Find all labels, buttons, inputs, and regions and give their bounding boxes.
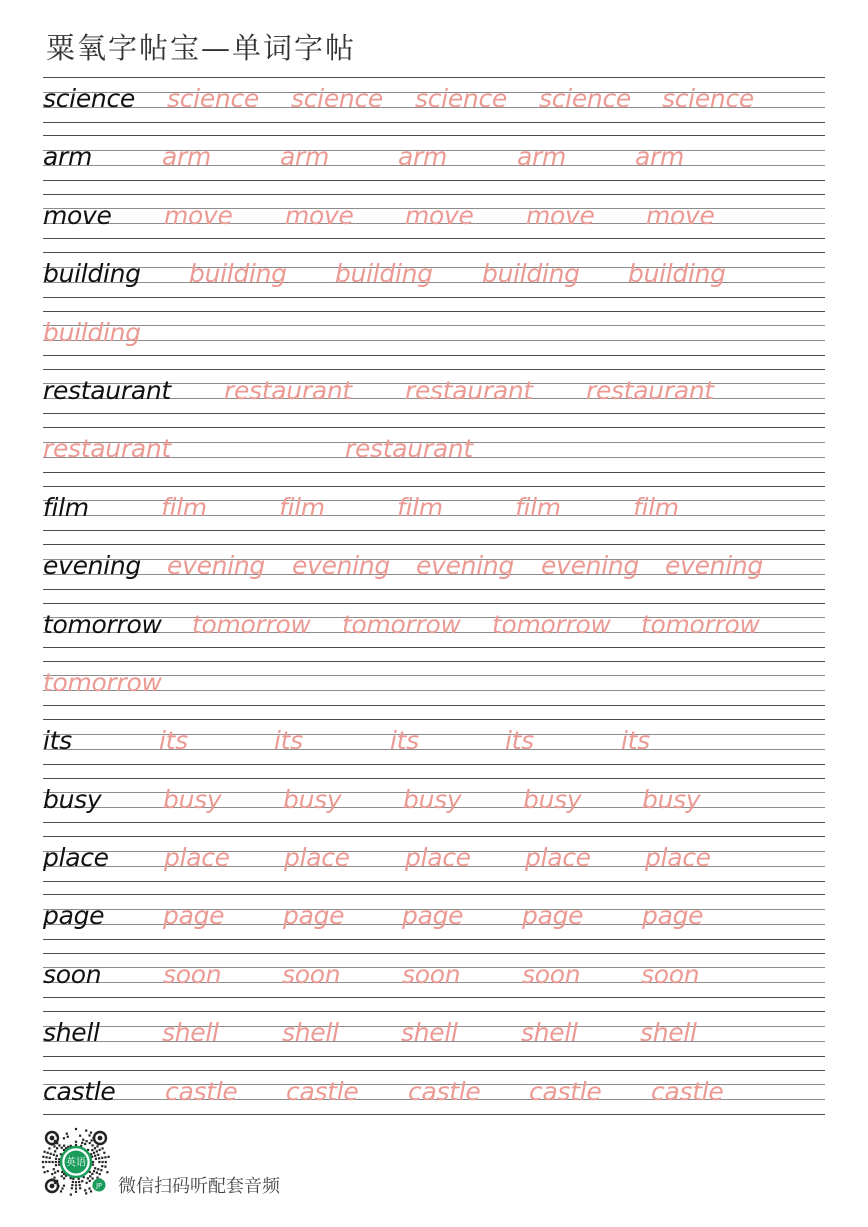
trace-word: shell xyxy=(640,1018,697,1048)
trace-word: evening xyxy=(541,551,639,581)
ruled-line xyxy=(43,705,825,706)
trace-word: evening xyxy=(416,551,514,581)
ruled-line xyxy=(43,369,825,370)
practice-row xyxy=(43,486,825,544)
ruled-line xyxy=(43,530,825,531)
trace-word: its xyxy=(274,726,303,756)
model-word: shell xyxy=(43,1018,100,1048)
audio-caption: 微信扫码听配套音频 xyxy=(118,1176,280,1197)
practice-row xyxy=(43,427,825,485)
trace-word: film xyxy=(279,492,325,522)
model-word: move xyxy=(43,200,112,230)
trace-word: science xyxy=(167,84,259,113)
ruled-line xyxy=(43,1011,825,1012)
ruled-line xyxy=(43,589,825,590)
trace-word: page xyxy=(642,901,704,931)
model-word: science xyxy=(43,84,135,113)
practice-row xyxy=(43,194,825,252)
trace-word: castle xyxy=(529,1076,602,1106)
ruled-line xyxy=(43,77,825,78)
ruled-line xyxy=(43,1114,825,1115)
ruled-line xyxy=(43,719,825,720)
page-title: 粟氧字帖宝—单词字帖 xyxy=(46,31,357,65)
trace-word: place xyxy=(525,843,591,873)
trace-word: arm xyxy=(280,142,330,172)
trace-word: science xyxy=(291,84,383,113)
trace-word: restaurant xyxy=(586,375,714,405)
trace-word: castle xyxy=(651,1076,724,1106)
trace-word: science xyxy=(662,84,754,113)
ruled-line xyxy=(43,325,825,326)
model-word: tomorrow xyxy=(43,609,162,639)
trace-word: building xyxy=(189,259,287,289)
trace-word: castle xyxy=(286,1076,359,1106)
ruled-line xyxy=(43,238,825,239)
model-word: castle xyxy=(43,1076,116,1106)
ruled-line xyxy=(43,297,825,298)
trace-word: page xyxy=(283,901,345,931)
trace-word: evening xyxy=(292,551,390,581)
practice-row xyxy=(43,719,825,777)
trace-word: page xyxy=(402,901,464,931)
trace-word: building xyxy=(482,259,580,289)
trace-word: move xyxy=(164,200,233,230)
trace-word: film xyxy=(397,492,443,522)
model-word: evening xyxy=(43,551,141,581)
ruled-line xyxy=(43,1056,825,1057)
ruled-line xyxy=(43,661,825,662)
ruled-line xyxy=(43,486,825,487)
trace-word: castle xyxy=(165,1076,238,1106)
practice-row xyxy=(43,252,825,310)
trace-word: arm xyxy=(635,142,685,172)
trace-word: building xyxy=(43,317,141,347)
ruled-line xyxy=(43,603,825,604)
ruled-line xyxy=(43,180,825,181)
trace-word: restaurant xyxy=(224,375,352,405)
ruled-line xyxy=(43,939,825,940)
trace-word: shell xyxy=(162,1018,219,1048)
trace-word: place xyxy=(405,843,471,873)
ruled-line xyxy=(43,340,825,341)
trace-word: its xyxy=(505,726,534,756)
ruled-line xyxy=(43,953,825,954)
trace-word: building xyxy=(628,259,726,289)
practice-row xyxy=(43,603,825,661)
trace-word: shell xyxy=(521,1018,578,1048)
trace-word: move xyxy=(405,200,474,230)
trace-word: evening xyxy=(665,551,763,581)
trace-word: soon xyxy=(402,959,461,989)
trace-word: film xyxy=(633,492,679,522)
practice-row xyxy=(43,1070,825,1128)
mini-program-qr-icon[interactable] xyxy=(40,1126,112,1198)
trace-word: place xyxy=(164,843,230,873)
trace-word: its xyxy=(159,726,188,756)
trace-word: move xyxy=(646,200,715,230)
trace-word: tomorrow xyxy=(43,667,162,697)
trace-word: science xyxy=(415,84,507,113)
model-word: place xyxy=(43,843,109,873)
ruled-line xyxy=(43,836,825,837)
model-word: restaurant xyxy=(43,375,171,405)
practice-row xyxy=(43,778,825,836)
trace-word: film xyxy=(161,492,207,522)
trace-word: its xyxy=(621,726,650,756)
ruled-line xyxy=(43,647,825,648)
trace-word: its xyxy=(390,726,419,756)
trace-word: tomorrow xyxy=(492,609,611,639)
ruled-line xyxy=(43,997,825,998)
ruled-line xyxy=(43,252,825,253)
trace-word: restaurant xyxy=(405,375,533,405)
ruled-line xyxy=(43,194,825,195)
trace-word: page xyxy=(522,901,584,931)
trace-word: castle xyxy=(408,1076,481,1106)
ruled-line xyxy=(43,135,825,136)
ruled-line xyxy=(43,1070,825,1071)
ruled-line xyxy=(43,544,825,545)
trace-word: evening xyxy=(167,551,265,581)
trace-word: soon xyxy=(641,959,700,989)
trace-word: soon xyxy=(163,959,222,989)
ruled-line xyxy=(43,427,825,428)
trace-word: move xyxy=(526,200,595,230)
qr-badge: JP xyxy=(96,1181,102,1190)
trace-word: busy xyxy=(523,784,582,814)
practice-row xyxy=(43,77,825,135)
trace-word: shell xyxy=(401,1018,458,1048)
model-word: page xyxy=(43,901,105,931)
trace-word: arm xyxy=(398,142,448,172)
trace-word: film xyxy=(515,492,561,522)
model-word: arm xyxy=(43,142,93,172)
ruled-line xyxy=(43,311,825,312)
trace-word: busy xyxy=(403,784,462,814)
model-word: its xyxy=(43,726,72,756)
trace-word: place xyxy=(645,843,711,873)
model-word: film xyxy=(43,492,89,522)
practice-row xyxy=(43,369,825,427)
trace-word: place xyxy=(284,843,350,873)
ruled-line xyxy=(43,472,825,473)
trace-word: soon xyxy=(282,959,341,989)
practice-row xyxy=(43,135,825,193)
ruled-line xyxy=(43,355,825,356)
trace-word: page xyxy=(163,901,225,931)
ruled-line xyxy=(43,778,825,779)
trace-word: science xyxy=(539,84,631,113)
ruled-line xyxy=(43,122,825,123)
ruled-line xyxy=(43,881,825,882)
trace-word: tomorrow xyxy=(192,609,311,639)
model-word: building xyxy=(43,259,141,289)
trace-word: soon xyxy=(522,959,581,989)
practice-row xyxy=(43,544,825,602)
trace-word: arm xyxy=(162,142,212,172)
trace-word: arm xyxy=(517,142,567,172)
trace-word: move xyxy=(285,200,354,230)
trace-word: busy xyxy=(283,784,342,814)
ruled-line xyxy=(43,764,825,765)
ruled-line xyxy=(43,413,825,414)
trace-word: tomorrow xyxy=(641,609,760,639)
trace-word: building xyxy=(335,259,433,289)
model-word: soon xyxy=(43,959,102,989)
trace-word: shell xyxy=(282,1018,339,1048)
ruled-line xyxy=(43,894,825,895)
model-word: busy xyxy=(43,784,102,814)
trace-word: restaurant xyxy=(43,434,171,464)
writing-sheet xyxy=(43,77,825,1128)
ruled-line xyxy=(43,822,825,823)
trace-word: busy xyxy=(163,784,222,814)
practice-row xyxy=(43,661,825,719)
practice-row xyxy=(43,836,825,894)
trace-word: restaurant xyxy=(345,434,473,464)
practice-row xyxy=(43,311,825,369)
practice-row xyxy=(43,1011,825,1069)
practice-row xyxy=(43,894,825,952)
practice-row xyxy=(43,953,825,1011)
qr-center-label: 英语 xyxy=(66,1157,86,1169)
trace-word: busy xyxy=(642,784,701,814)
trace-word: tomorrow xyxy=(342,609,461,639)
